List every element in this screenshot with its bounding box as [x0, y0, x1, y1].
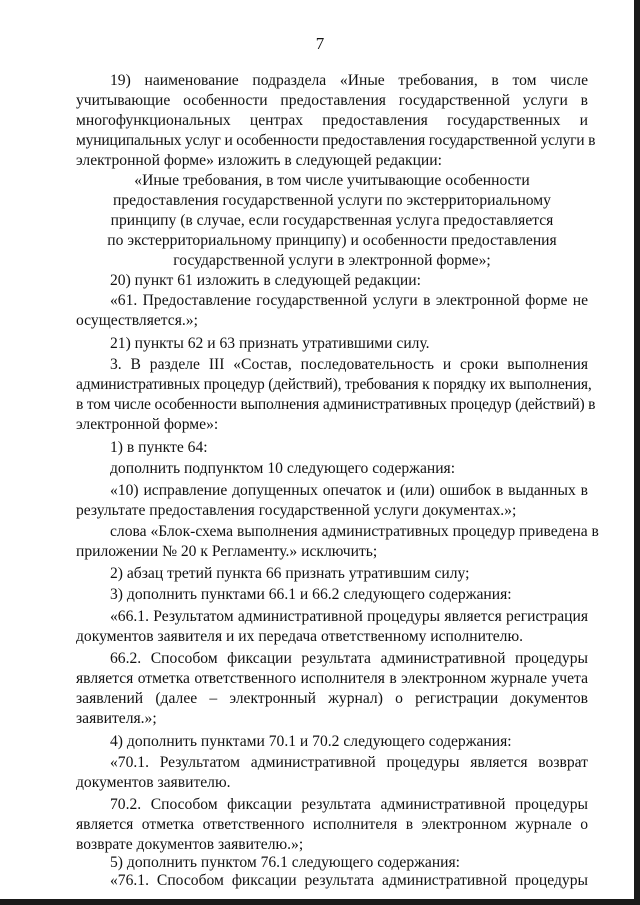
text-line: 19) наименование подраздела «Иные требования, в том числе: [110, 72, 588, 89]
text-line: результате предоставления государственной услуги документах.»;: [76, 502, 517, 519]
scan-edge-bottom: [0, 899, 640, 905]
text-line: 21) пункты 62 и 63 признать утратившими силу.: [110, 335, 430, 352]
text-line: приложении № 20 к Регламенту.» исключить;: [76, 543, 378, 560]
text-line: заявителя.»;: [76, 710, 157, 727]
text-line: «61. Предоставление государственной услуги в электронной форме не: [110, 292, 588, 309]
text-line: 70.2. Способом фиксации результата административной процедуры: [110, 796, 588, 813]
text-line: государственной услуги в электронной форме»;: [173, 252, 491, 269]
text-line: 1) в пункте 64:: [110, 439, 208, 456]
text-line: 5) дополнить пунктом 76.1 следующего содержания:: [110, 854, 461, 871]
text-line: предоставления государственной услуги по экстерриториальному: [113, 192, 551, 209]
text-line: 20) пункт 61 изложить в следующей редакции:: [110, 272, 421, 289]
text-line: многофункциональных центрах предоставления государственных и: [76, 112, 588, 129]
text-line: электронной форме» изложить в следующей редакции:: [76, 152, 442, 169]
text-line: принципу (в случае, если государственная услуга предоставляется: [110, 212, 554, 229]
text-line: 4) дополнить пунктами 70.1 и 70.2 следующего содержания:: [110, 733, 512, 750]
text-line: является отметка ответственного исполнителя в электронном журнале о: [76, 816, 588, 833]
text-line: осуществляется.»;: [76, 312, 198, 329]
text-line: 3) дополнить пунктами 66.1 и 66.2 следующего содержания:: [110, 586, 512, 603]
text-line: «70.1. Результатом административной процедуры является возврат: [110, 754, 588, 771]
text-line: является отметка ответственного исполнителя в электронном журнале учета: [76, 670, 588, 687]
page-number: 7: [315, 34, 325, 53]
text-line: «66.1. Результатом административной процедуры является регистрация: [110, 608, 588, 625]
text-line: возврате документов заявителю.»;: [76, 836, 304, 853]
text-line: заявлений (далее – электронный журнал) о регистрации документов: [76, 690, 588, 707]
text-line: слова «Блок-схема выполнения административных процедур приведена в: [110, 523, 599, 540]
scan-edge-right: [634, 0, 640, 905]
text-line: документов заявителя и их передача ответственному исполнителю.: [76, 628, 524, 645]
text-line: 2) абзац третий пункта 66 признать утратившим силу;: [110, 565, 470, 582]
text-line: административных процедур (действий), требования к порядку их выполнения,: [76, 376, 592, 393]
text-line: дополнить подпунктом 10 следующего содержания:: [110, 460, 456, 477]
text-line: 3. В разделе III «Состав, последовательность и сроки выполнения: [110, 356, 588, 373]
text-line: муниципальных услуг и особенности предоставления государственной услуги в: [76, 132, 596, 149]
text-line: «10) исправление допущенных опечаток и (или) ошибок в выданных в: [110, 482, 588, 499]
text-line: «76.1. Способом фиксации результата административной процедуры: [110, 872, 588, 889]
text-line: электронной форме»:: [76, 416, 219, 433]
text-line: в том числе особенности выполнения административных процедур (действий) в: [76, 396, 596, 413]
text-line: 66.2. Способом фиксации результата административной процедуры: [110, 650, 588, 667]
text-line: по экстерриториальному принципу) и особенности предоставления: [107, 232, 557, 249]
text-line: учитывающие особенности предоставления государственной услуги в: [76, 92, 588, 109]
text-line: «Иные требования, в том числе учитывающие особенности: [134, 172, 530, 189]
text-line: документов заявителю.: [76, 774, 231, 791]
